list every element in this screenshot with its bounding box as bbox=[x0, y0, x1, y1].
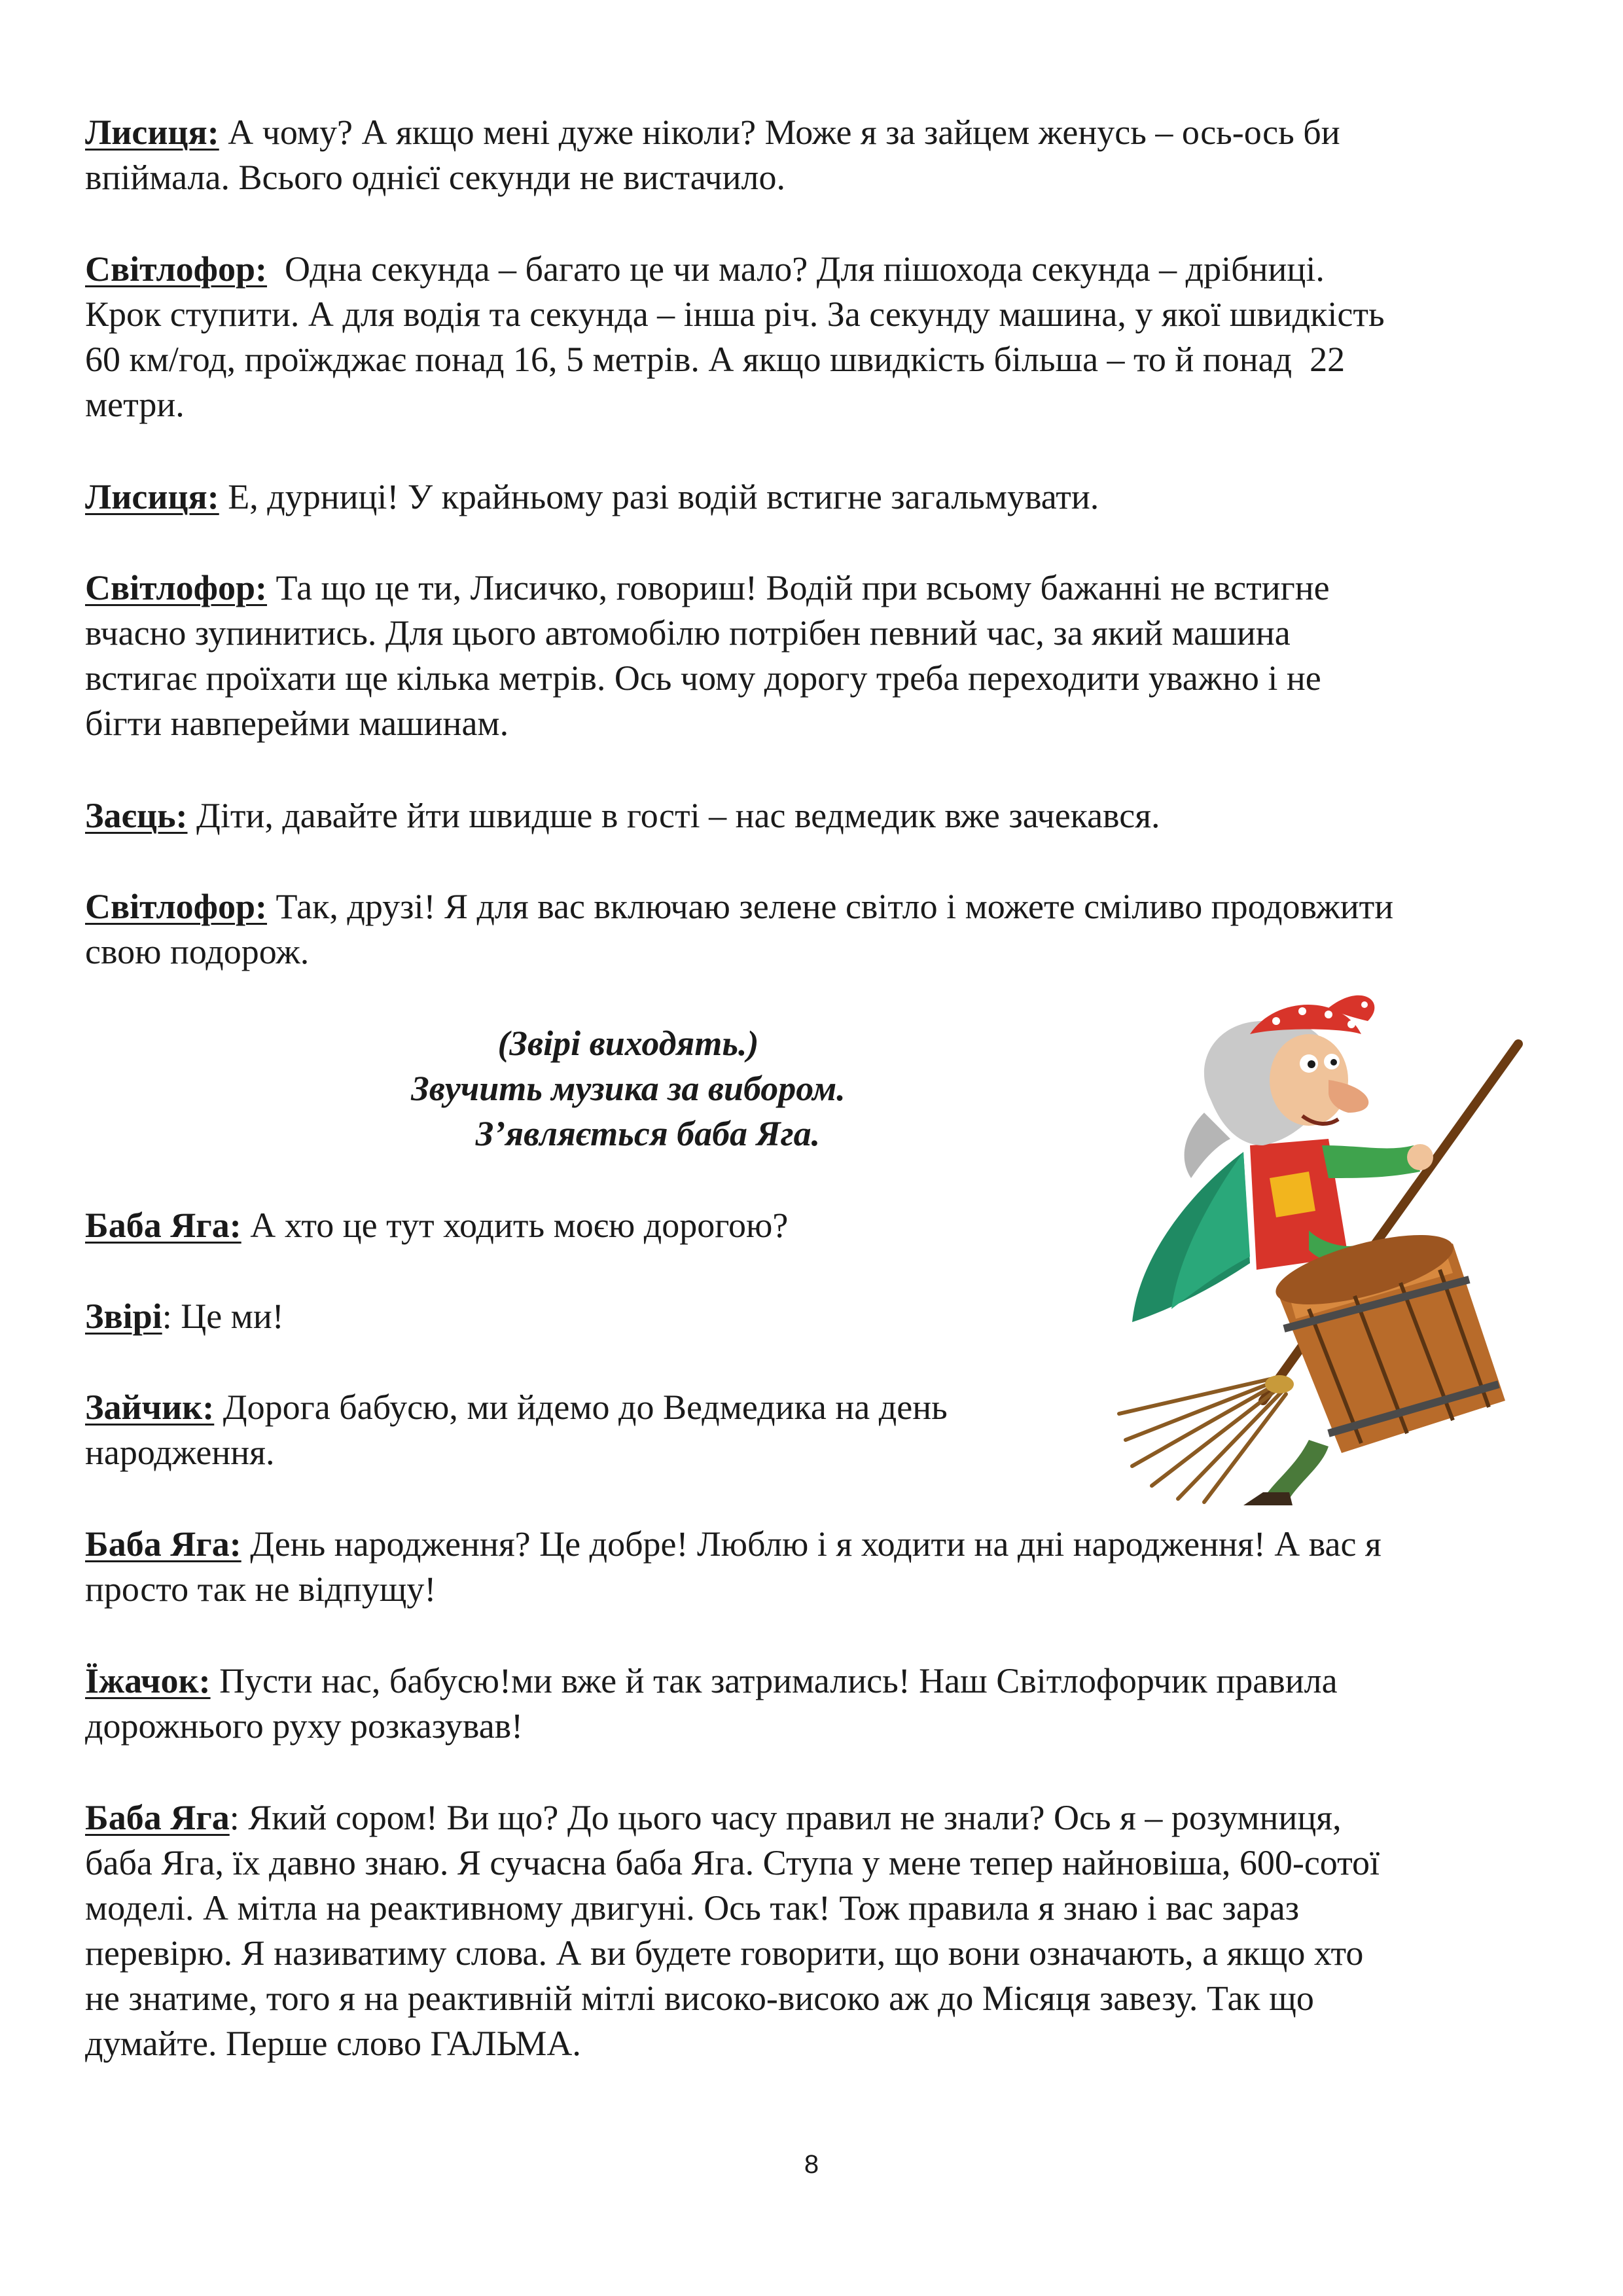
dialogue-paragraph bbox=[85, 1522, 1382, 1612]
speaker-name: Звірі bbox=[85, 1297, 162, 1336]
speaker-name: Зайчик: bbox=[85, 1388, 215, 1427]
speaker-name: Лисиця: bbox=[85, 113, 219, 152]
dialogue-line: просто так не відпущу! bbox=[85, 1570, 437, 1609]
speaker-name: Світлофор: bbox=[85, 249, 268, 289]
speaker-name: Їжачок: bbox=[85, 1661, 211, 1700]
dialogue-line: думайте. Перше слово ГАЛЬМА. bbox=[85, 2024, 581, 2063]
dialogue-line: Е, дурниці! У крайньому разі водій встигне загальмувати. bbox=[228, 477, 1099, 516]
dialogue-paragraph bbox=[85, 1659, 1338, 1749]
page-number: 8 bbox=[804, 2150, 819, 2179]
dialogue-line: перевірю. Я називатиму слова. А ви будете говорити, що вони означають, а якщо хто bbox=[85, 1933, 1364, 1973]
speaker-name: Світлофор: bbox=[85, 568, 268, 607]
speaker-name: Заєць: bbox=[85, 796, 188, 835]
dialogue-line: метри. bbox=[85, 385, 185, 424]
stage-direction: Звучить музика за вибором. bbox=[411, 1069, 846, 1108]
dialogue-paragraph bbox=[85, 1385, 948, 1475]
dialogue-line: : Який сором! Ви що? До цього часу правил не знали? Ось я – розумниця, bbox=[229, 1798, 1342, 1837]
dialogue-paragraph bbox=[85, 1294, 284, 1339]
dialogue-line: встигає проїхати ще кілька метрів. Ось чому дорогу треба переходити уважно і не bbox=[85, 658, 1321, 698]
dialogue-line: А хто це тут ходить моєю дорогою? bbox=[250, 1206, 789, 1245]
dialogue-paragraph bbox=[85, 247, 1385, 427]
dialogue-line: Дорога бабусю, ми йдемо до Ведмедика на день bbox=[223, 1388, 948, 1427]
dialogue-line: свою подорож. bbox=[85, 932, 310, 971]
dialogue-line: бігти навперейми машинам. bbox=[85, 704, 509, 743]
dialogue-paragraph bbox=[85, 793, 1160, 838]
speaker-name: Лисиця: bbox=[85, 477, 219, 516]
dialogue-paragraph bbox=[85, 565, 1330, 746]
dialogue-line: Крок ступити. А для водія та секунда – інша річ. За секунду машина, у якої швидкість bbox=[85, 295, 1385, 334]
dialogue-line: народження. bbox=[85, 1433, 275, 1472]
dialogue-paragraph bbox=[85, 110, 1340, 200]
dialogue-paragraph bbox=[85, 475, 1099, 520]
dialogue-line: не знатиме, того я на реактивній мітлі високо-високо аж до Місяця завезу. Так що bbox=[85, 1979, 1314, 2018]
stage-direction: (Звірі виходять.) bbox=[497, 1024, 759, 1063]
speaker-name: Баба Яга: bbox=[85, 1206, 241, 1245]
dialogue-paragraph bbox=[85, 1203, 788, 1248]
dialogue-line: впіймала. Всього однієї секунди не вистачило. bbox=[85, 158, 786, 197]
dialogue-line: Пусти нас, бабусю!ми вже й так затримались! Наш Світлофорчик правила bbox=[219, 1661, 1338, 1700]
dialogue-line: День народження? Це добре! Люблю і я ходити на дні народження! А вас я bbox=[250, 1524, 1382, 1564]
dialogue-line: Одна секунда – багато це чи мало? Для пішохода секунда – дрібниці. bbox=[267, 249, 1325, 289]
dialogue-line: дорожнього руху розказував! bbox=[85, 1706, 524, 1746]
dialogue-line: Діти, давайте йти швидше в гості – нас ведмедик вже зачекався. bbox=[196, 796, 1160, 835]
baba-yaga-illustration bbox=[1113, 982, 1538, 1505]
speaker-name: Баба Яга: bbox=[85, 1524, 241, 1564]
dialogue-paragraph bbox=[85, 1795, 1380, 2066]
dialogue-line: Так, друзі! Я для вас включаю зелене світло і можете сміливо продовжити bbox=[276, 887, 1394, 926]
dialogue-line: моделі. А мітла на реактивному двигуні. Ось так! Тож правила я знаю і вас зараз bbox=[85, 1888, 1300, 1928]
speaker-name: Світлофор: bbox=[85, 887, 268, 926]
dialogue-paragraph bbox=[85, 884, 1393, 975]
speaker-name: Баба Яга bbox=[85, 1798, 230, 1837]
dialogue-line: 60 км/год, проїжджає понад 16, 5 метрів. А якщо швидкість більша – то й понад 22 bbox=[85, 340, 1346, 379]
dialogue-line: : Це ми! bbox=[162, 1297, 284, 1336]
dialogue-line: А чому? А якщо мені дуже ніколи? Може я за зайцем женусь – ось-ось би bbox=[228, 113, 1340, 152]
dialogue-line: вчасно зупинитись. Для цього автомобілю потрібен певний час, за який машина bbox=[85, 613, 1291, 653]
dialogue-line: баба Яга, їх давно знаю. Я сучасна баба Яга. Ступа у мене тепер найновіша, 600-сотої bbox=[85, 1843, 1380, 1882]
stage-direction: З’являється баба Яга. bbox=[475, 1114, 821, 1153]
dialogue-line: Та що це ти, Лисичко, говориш! Водій при всьому бажанні не встигне bbox=[276, 568, 1330, 607]
